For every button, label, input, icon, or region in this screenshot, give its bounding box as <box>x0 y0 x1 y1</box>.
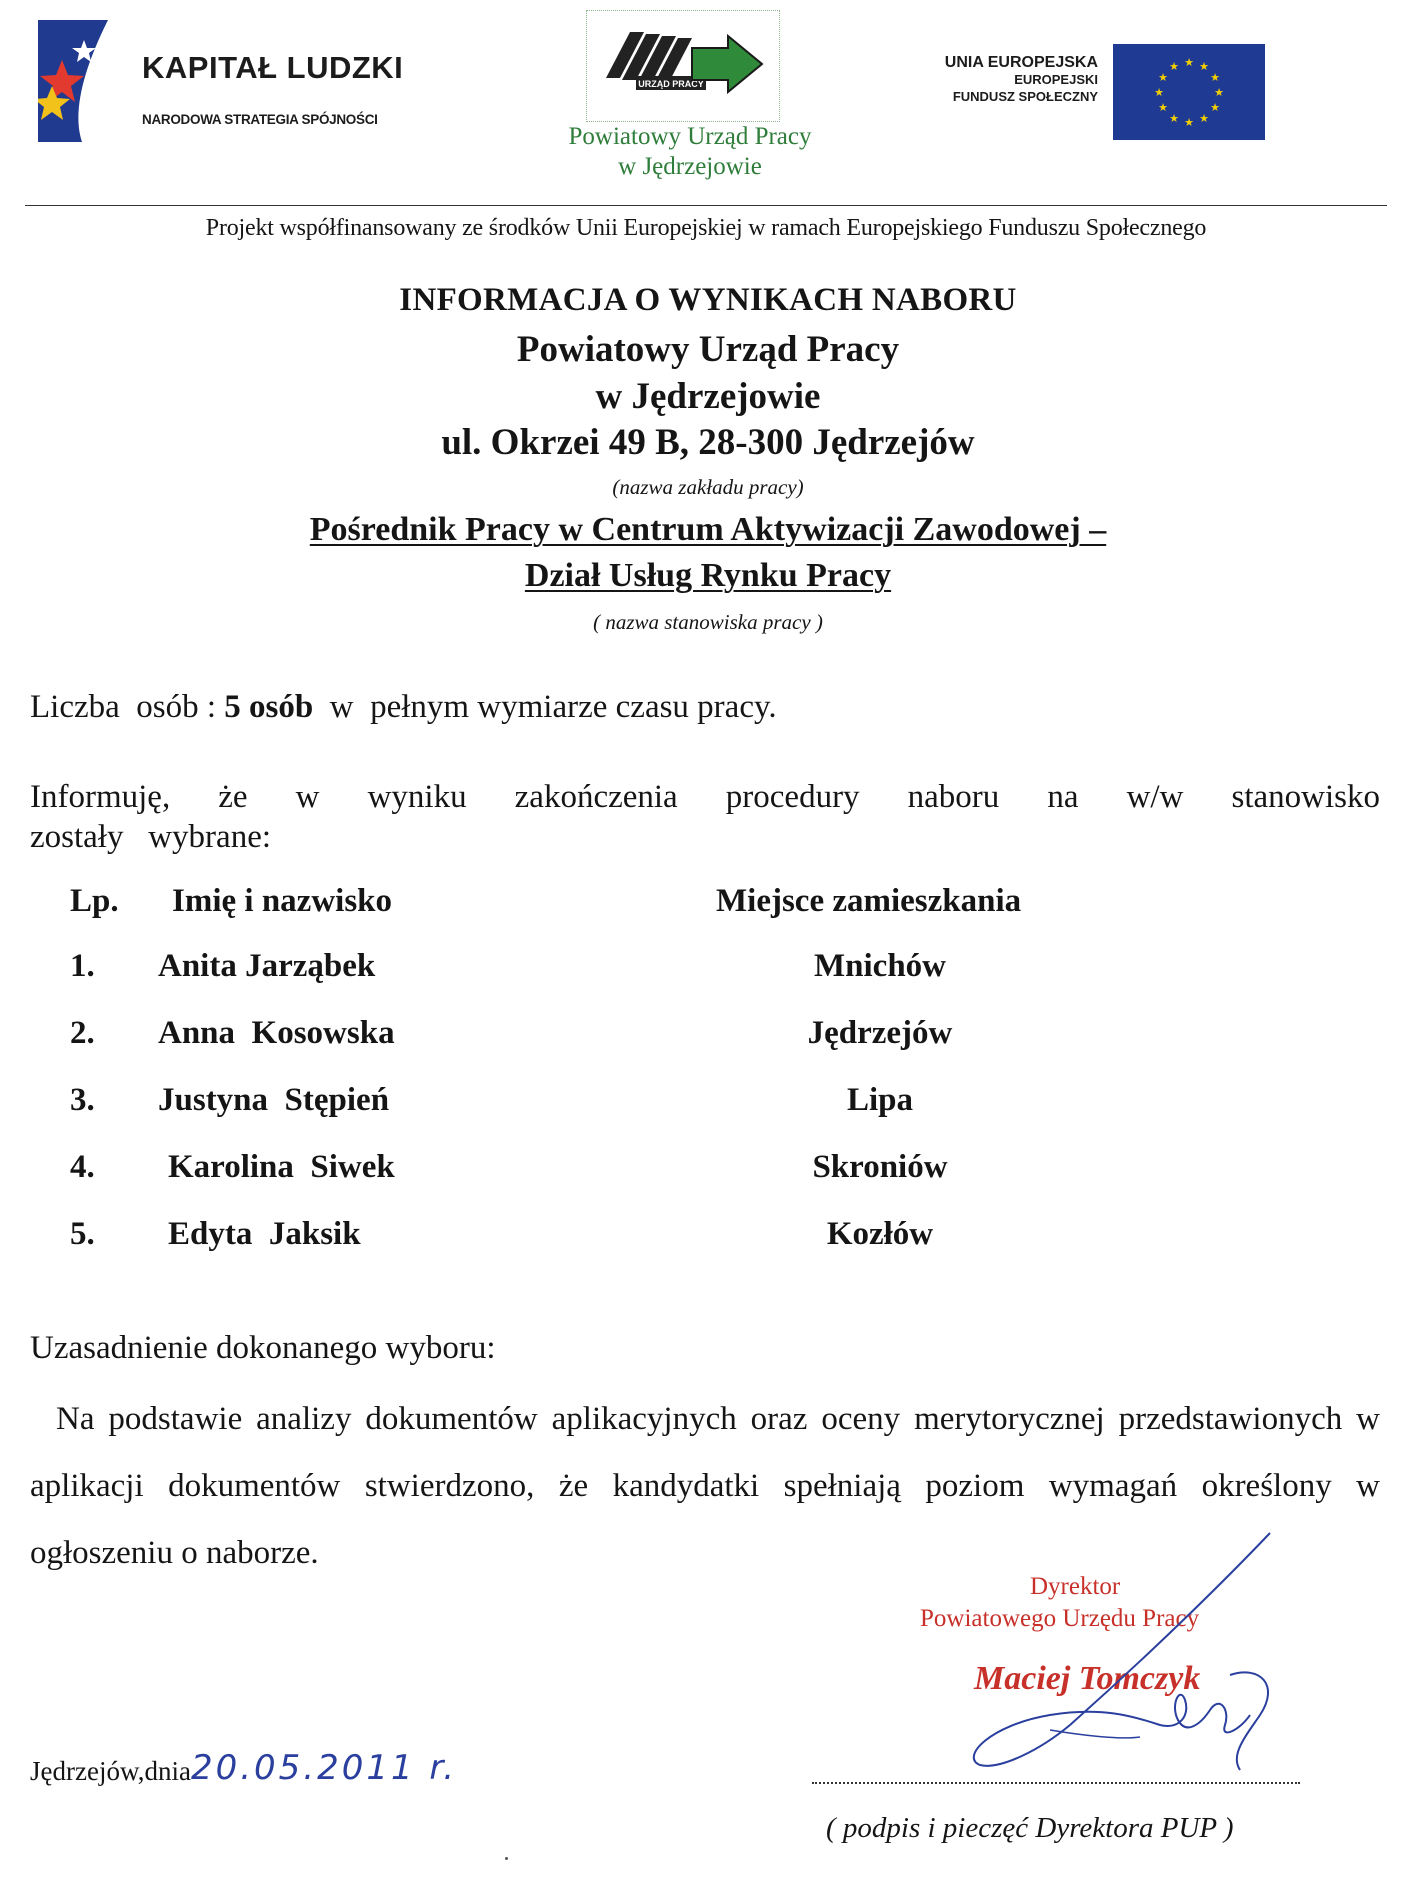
eu-star-icon: ★ <box>1158 71 1168 84</box>
stamp-line1: Dyrektor <box>1030 1573 1121 1600</box>
headcount-prefix: Liczba osób : <box>30 689 225 725</box>
pup-name-line2: w Jędrzejowie <box>618 153 762 180</box>
eu-star-icon: ★ <box>1184 56 1194 69</box>
header-divider <box>25 205 1387 206</box>
eu-star-icon: ★ <box>1199 60 1209 73</box>
row-3-lp: 3. <box>70 1082 95 1118</box>
header-lp: Lp. <box>70 883 119 919</box>
headcount-line <box>30 689 777 726</box>
eu-label-line2: EUROPEJSKI <box>1014 72 1098 87</box>
eu-star-icon: ★ <box>1154 86 1164 99</box>
place-date <box>30 1748 457 1788</box>
eu-flag-icon <box>1113 44 1265 140</box>
stamp-line2: Powiatowego Urzędu Pracy <box>920 1605 1200 1632</box>
signature-line <box>812 1782 1300 1784</box>
row-1-lp: 1. <box>70 948 95 984</box>
employer-address: ul. Okrzei 49 B, 28-300 Jędrzejów <box>441 422 975 463</box>
place-date-prefix: Jędrzejów,dnia <box>30 1756 191 1786</box>
document-title: INFORMACJA O WYNIKACH NABORU <box>399 282 1017 318</box>
eu-star-icon: ★ <box>1158 101 1168 114</box>
eu-star-icon: ★ <box>1214 86 1224 99</box>
eu-label <box>860 54 1098 105</box>
eu-star-icon: ★ <box>1169 60 1179 73</box>
pup-logo-text: URZĄD PRACY <box>638 79 704 89</box>
justification-heading: Uzasadnienie dokonanego wyboru: <box>30 1330 496 1366</box>
row-5-lp: 5. <box>70 1216 95 1252</box>
scan-speck <box>505 1857 508 1860</box>
row-2-name: Anna Kosowska <box>158 1015 395 1051</box>
employer-city: w Jędrzejowie <box>595 376 821 417</box>
eu-star-icon: ★ <box>1210 101 1220 114</box>
pup-name <box>540 122 840 182</box>
row-4-lp: 4. <box>70 1149 95 1185</box>
eu-star-icon: ★ <box>1210 71 1220 84</box>
handwritten-signature <box>930 1525 1290 1775</box>
handwritten-date: 20.05.2011 r. <box>190 1748 458 1788</box>
header-name: Imię i nazwisko <box>172 883 393 919</box>
stamp-name: Maciej Tomczyk <box>974 1660 1201 1697</box>
pup-name-line1: Powiatowy Urząd Pracy <box>568 123 812 150</box>
kapital-ludzki-title: KAPITAŁ LUDZKI <box>142 50 404 85</box>
headcount-value: 5 osób <box>224 689 314 725</box>
row-3-place: Lipa <box>846 1082 914 1118</box>
inform-line1: Informuję, że w wyniku zakończenia procedury naboru na w/w stanowisko <box>30 779 1380 815</box>
cofinance-note: Projekt współfinansowany ze środków Unii Europejskiej w ramach Europejskiego Funduszu Społecznego <box>205 215 1207 241</box>
row-3-name: Justyna Stępień <box>158 1082 390 1118</box>
employer-name: Powiatowy Urząd Pracy <box>516 329 900 370</box>
signature-caption: ( podpis i pieczęć Dyrektora PUP ) <box>826 1812 1234 1844</box>
eu-label-line3: FUNDUSZ SPOŁECZNY <box>952 89 1098 104</box>
eu-label-line1: UNIA EUROPEJSKA <box>944 54 1098 71</box>
inform-line2: zostały wybrane: <box>30 819 272 855</box>
row-5-name: Edyta Jaksik <box>168 1216 361 1252</box>
kapital-ludzki-logo <box>38 20 108 142</box>
kapital-ludzki-subtitle: NARODOWA STRATEGIA SPÓJNOŚCI <box>142 112 378 127</box>
row-2-lp: 2. <box>70 1015 95 1051</box>
position-title-line2: Dział Usług Rynku Pracy <box>524 557 892 594</box>
workplace-caption: (nazwa zakładu pracy) <box>612 475 804 499</box>
row-1-place: Mnichów <box>814 948 946 984</box>
row-4-name: Karolina Siwek <box>168 1149 395 1185</box>
eu-star-icon: ★ <box>1169 112 1179 125</box>
row-5-place: Kozłów <box>826 1216 934 1252</box>
row-1-name: Anita Jarząbek <box>158 948 376 984</box>
row-4-place: Skroniów <box>812 1149 948 1185</box>
justification-body: Na podstawie analizy dokumentów aplikacyjnych oraz oceny merytorycznej przedstawionych w aplikacji dokumentów stwierdzono, że kandydatki spełniają poziom wymagań określony w ogłoszeniu o naborze. <box>30 1401 1380 1571</box>
position-caption: ( nazwa stanowiska pracy ) <box>593 610 823 634</box>
eu-star-icon: ★ <box>1184 116 1194 129</box>
urzad-pracy-logo <box>596 18 772 112</box>
eu-star-icon: ★ <box>1199 112 1209 125</box>
row-2-place: Jędrzejów <box>807 1015 953 1051</box>
position-title-line1: Pośrednik Pracy w Centrum Aktywizacji Zawodowej – <box>309 511 1107 548</box>
header-place: Miejsce zamieszkania <box>716 883 1022 919</box>
headcount-suffix: w pełnym wymiarze czasu pracy. <box>313 689 777 725</box>
